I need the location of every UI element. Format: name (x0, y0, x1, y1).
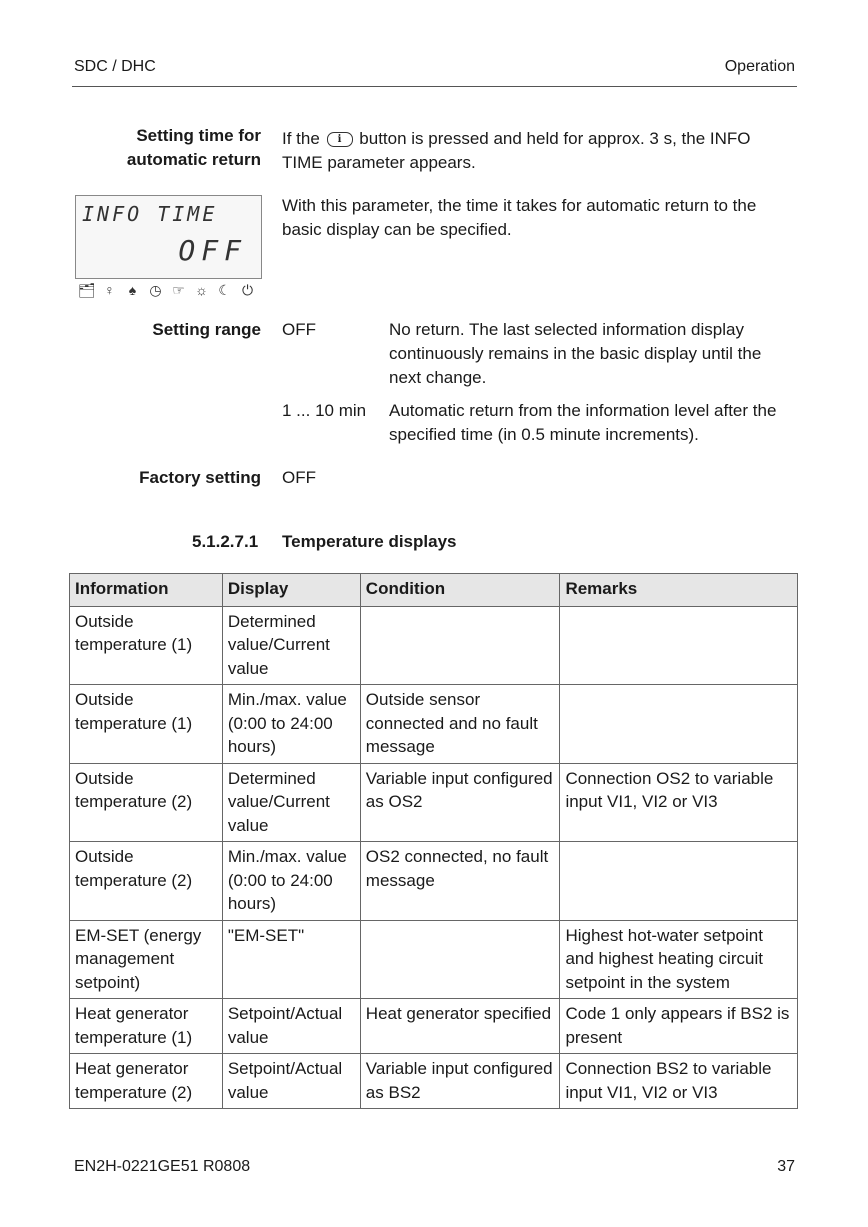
range-desc-2: Automatic return from the information level after the specified time (in 0.5 minute increments). (389, 401, 777, 444)
intro-paragraph-2: With this parameter, the time it takes for automatic return to the basic display can be specified. (282, 196, 757, 239)
header-right: Operation (724, 58, 795, 75)
table-row (70, 920, 798, 999)
table-cell: Determined value/Current value (222, 606, 360, 685)
intro-para1-before: If the (282, 129, 320, 148)
table-cell: Min./max. value (0:00 to 24:00 hours) (222, 842, 360, 921)
table-header-cell: Condition (360, 574, 560, 607)
table-cell: Code 1 only appears if BS2 is present (560, 999, 798, 1054)
table-header-cell: Information (70, 574, 223, 607)
table-row (70, 842, 798, 921)
range-value-1: OFF (282, 320, 316, 339)
footer-document-code: EN2H-0221GE51 R0808 (74, 1158, 251, 1175)
table-cell (360, 606, 560, 685)
table-cell: Variable input configured as OS2 (360, 763, 560, 842)
table-cell: Outside sensor connected and no fault message (360, 685, 560, 764)
table-cell (560, 842, 798, 921)
table-cell: Heat generator temperature (2) (70, 1054, 223, 1109)
intro-label (127, 124, 261, 172)
table-cell (560, 685, 798, 764)
hand-icon: ☞ (172, 282, 185, 298)
table-cell: Connection BS2 to variable input VI1, VI2 or VI3 (560, 1054, 798, 1109)
table-cell: Setpoint/Actual value (222, 1054, 360, 1109)
lcd-display (75, 195, 262, 279)
table-cell: Min./max. value (0:00 to 24:00 hours) (222, 685, 360, 764)
table-cell: Setpoint/Actual value (222, 999, 360, 1054)
table-row (70, 606, 798, 685)
factory-setting-label: Factory setting (139, 468, 261, 487)
setting-range-label: Setting range (152, 320, 261, 339)
table-row (70, 685, 798, 764)
table-cell (360, 920, 560, 999)
table-cell (560, 606, 798, 685)
intro-para1-after: button is pressed and held for approx. 3 s, the INFO TIME parameter appears. (282, 129, 751, 172)
clock-icon: ◷ (149, 282, 162, 298)
table-cell: Outside temperature (1) (70, 685, 223, 764)
info-button-icon: i (327, 132, 353, 147)
intro-paragraph-1 (282, 127, 792, 175)
section-title: Temperature displays (282, 532, 457, 551)
lcd-icon-row (78, 280, 263, 300)
briefcase-icon: 🗂︎ (78, 282, 96, 298)
power-icon: ⏻ (241, 282, 254, 298)
table-header-cell: Remarks (560, 574, 798, 607)
lcd-line2: OFF (178, 234, 247, 267)
footer-page-number: 37 (777, 1158, 795, 1175)
table-cell: Outside temperature (2) (70, 842, 223, 921)
temperature-displays-table (69, 573, 798, 1109)
table-cell: Heat generator specified (360, 999, 560, 1054)
intro-label-line1: Setting time for (136, 126, 261, 145)
table-row (70, 763, 798, 842)
range-desc-1: No return. The last selected information display continuously remains in the basic display until the next change. (389, 320, 762, 387)
table-row (70, 1054, 798, 1109)
table-cell: Outside temperature (1) (70, 606, 223, 685)
table-cell: Outside temperature (2) (70, 763, 223, 842)
table-cell: Connection OS2 to variable input VI1, VI2 or VI3 (560, 763, 798, 842)
lcd-line1: INFO TIME (82, 202, 218, 226)
table-cell: "EM-SET" (222, 920, 360, 999)
table-cell: Highest hot-water setpoint and highest heating circuit setpoint in the system (560, 920, 798, 999)
sun-icon: ☼ (195, 282, 208, 298)
section-number: 5.1.2.7.1 (192, 532, 259, 551)
table-cell: Variable input configured as BS2 (360, 1054, 560, 1109)
factory-setting-value: OFF (282, 468, 316, 487)
table-cell: Determined value/Current value (222, 763, 360, 842)
header-rule (72, 86, 797, 87)
moon-icon: ☾ (218, 282, 231, 298)
range-value-2: 1 ... 10 min (282, 401, 367, 420)
intro-label-line2: automatic return (126, 150, 261, 169)
header-left: SDC / DHC (74, 58, 156, 75)
table-header-cell: Display (222, 574, 360, 607)
person-icon: ♀ (104, 282, 115, 298)
party-icon: ♠ (128, 282, 137, 298)
table-header-row (70, 574, 798, 607)
table-cell: Heat generator temperature (1) (70, 999, 223, 1054)
table-cell: EM-SET (energy management setpoint) (70, 920, 223, 999)
table-cell: OS2 connected, no fault message (360, 842, 560, 921)
table-row (70, 999, 798, 1054)
